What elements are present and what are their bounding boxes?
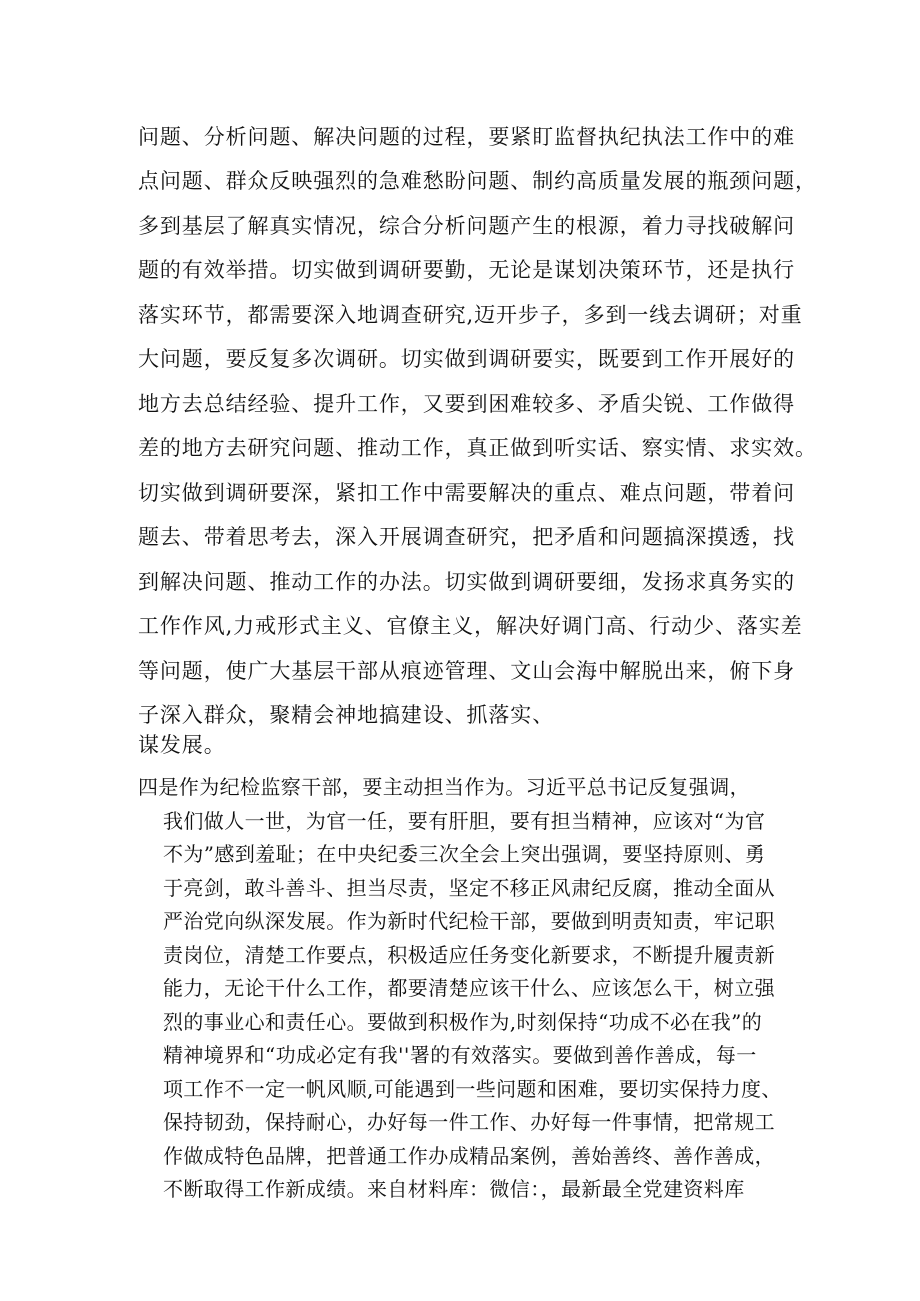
text-line: 保持韧劲，保持耐心，办好每一件工作、办好每一件事情，把常规工	[163, 1110, 775, 1134]
text-line: 多到基层了解真实情况，综合分析问题产生的根源，着力寻找破解问	[138, 214, 795, 238]
text-line: 精神境界和“功成必定有我''署的有效落实。要做到善作善成，每一	[163, 1043, 757, 1067]
text-line: 到解决问题、推动工作的办法。切实做到调研要细，发扬求真务实的	[138, 570, 795, 594]
text-line: 四是作为纪检监察干部，要主动担当作为。习近平总书记反复强调，	[138, 775, 750, 799]
text-line: 题去、带着思考去，深入开展调查研究，把矛盾和问题搞深摸透，找	[138, 525, 795, 549]
text-line: 大问题，要反复多次调研。切实做到调研要实，既要到工作开展好的	[138, 347, 795, 371]
text-line: 能力，无论干什么工作，都要清楚应该干什么、应该怎么干，树立强	[163, 976, 775, 1000]
text-line: 谋发展。	[138, 733, 226, 757]
text-line: 点问题、群众反映强烈的急难愁盼问题、制约高质量发展的瓶颈问题，	[138, 169, 817, 193]
text-line: 作做成特色品牌，把普通工作办成精品案例，善始善终、善作善成，	[163, 1144, 775, 1168]
text-line: 题的有效举措。切实做到调研要勤，无论是谋划决策环节，还是执行	[138, 258, 795, 282]
text-line: 不断取得工作新成绩。来自材料库：微信：，最新最全党建资料库	[163, 1177, 745, 1201]
text-line: 等问题，使广大基层干部从痕迹管理、文山会海中解脱出来，俯下身	[138, 659, 795, 683]
text-line: 子深入群众，聚精会神地搞建设、抓落实、	[138, 703, 555, 727]
text-line: 我们做人一世，为官一任，要有肝胆，要有担当精神，应该对“为官	[163, 809, 766, 833]
text-line: 项工作不一定一帆风顺,可能遇到一些问题和困难，要切实保持力度、	[163, 1077, 782, 1101]
text-line: 落实环节，都需要深入地调查研究,迈开步子，多到一线去调研；对重	[138, 303, 803, 327]
text-line: 责岗位，清楚工作要点，积极适应任务变化新要求，不断提升履责新	[163, 943, 775, 967]
text-line: 于亮剑，敢斗善斗、担当尽责，坚定不移正风肃纪反腐，推动全面从	[163, 876, 775, 900]
text-line: 切实做到调研要深，紧扣工作中需要解决的重点、难点问题，带着问	[138, 481, 795, 505]
text-line: 严治党向纵深发展。作为新时代纪检干部，要做到明责知责，牢记职	[163, 909, 775, 933]
text-line: 差的地方去研究问题、推动工作，真正做到听实话、察实情、求实效。	[138, 436, 817, 460]
text-line: 不为”感到羞耻；在中央纪委三次全会上突出强调，要坚持原则、勇	[163, 842, 766, 866]
text-line: 烈的事业心和责任心。要做到积极作为,时刻保持“功成不必在我”的	[163, 1010, 763, 1034]
text-line: 工作作风,力戒形式主义、官僚主义，解决好调门高、行动少、落实差	[138, 614, 803, 638]
text-line: 地方去总结经验、提升工作，又要到困难较多、矛盾尖锐、工作做得	[138, 392, 795, 416]
text-line: 问题、分析问题、解决问题的过程，要紧盯监督执纪执法工作中的难	[138, 125, 795, 149]
